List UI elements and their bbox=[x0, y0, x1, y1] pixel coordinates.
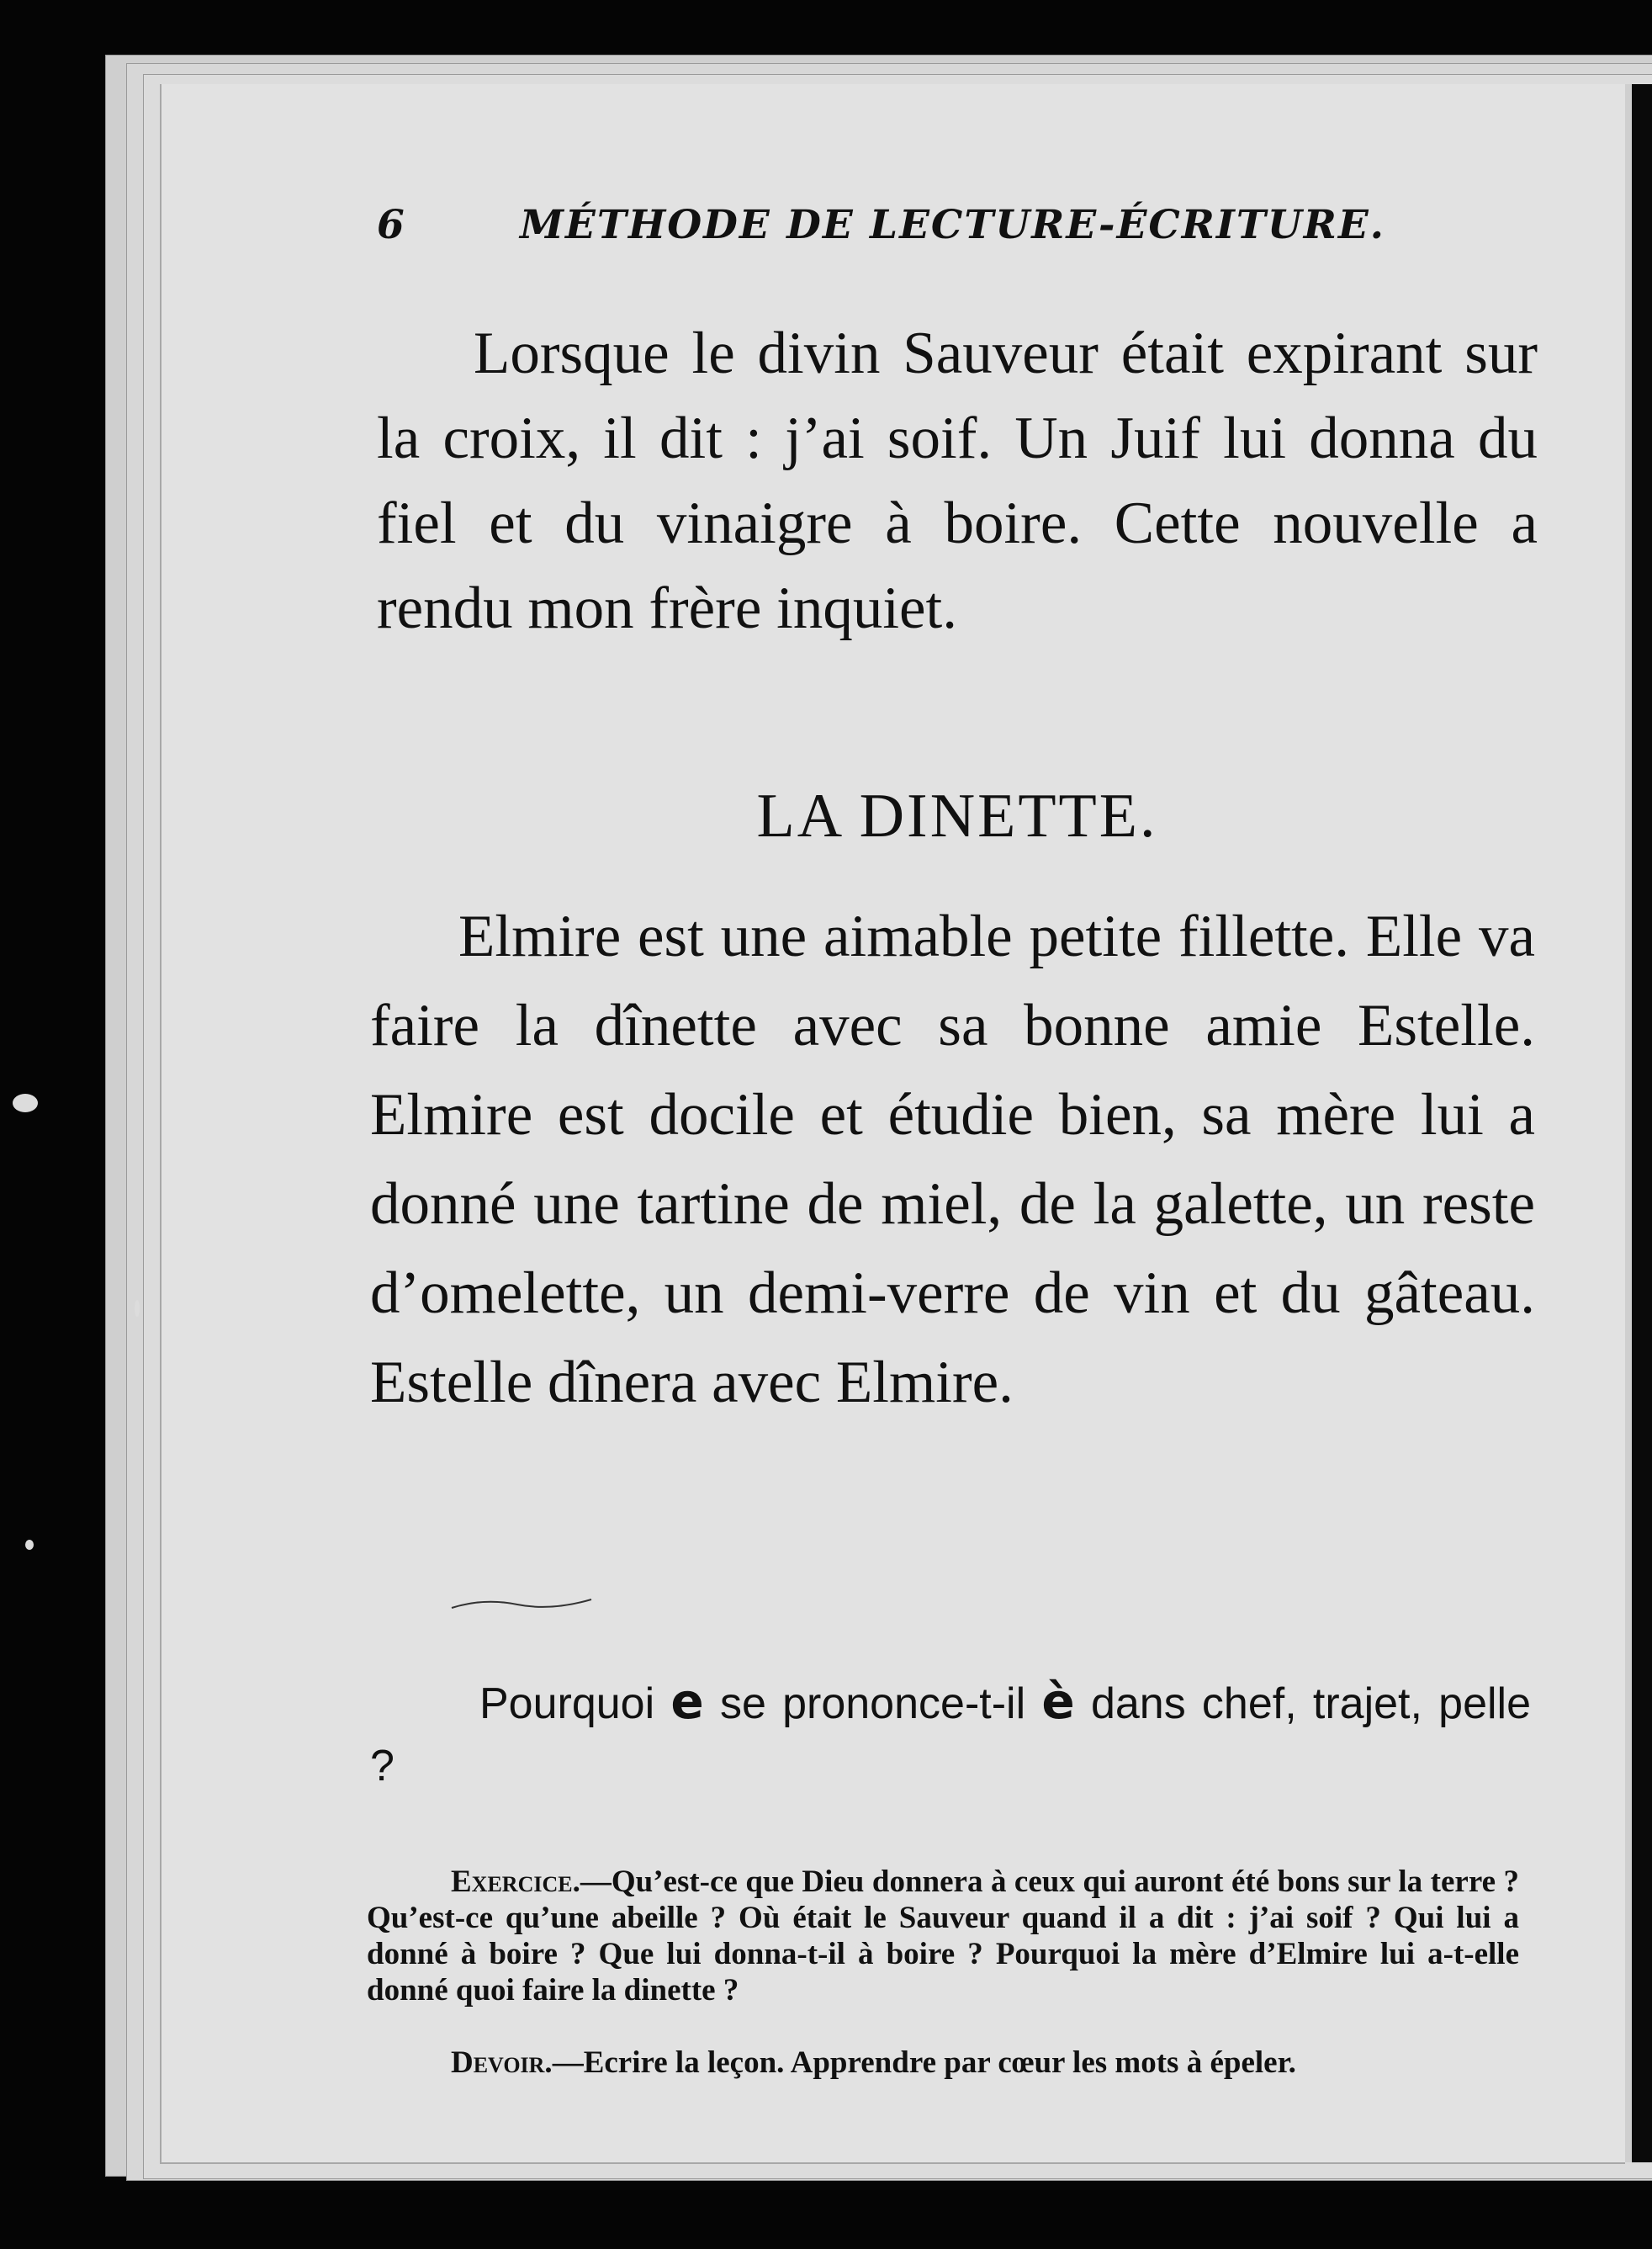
scan-border bbox=[1632, 84, 1652, 2162]
section-heading: LA DINETTE. bbox=[756, 782, 1158, 851]
devoir-text: —Ecrire la leçon. Apprendre par cœur les mots à épeler. bbox=[552, 2045, 1296, 2080]
question-suffix: dans chef, trajet, pelle ? bbox=[370, 1679, 1532, 1790]
letter-e: e bbox=[670, 1673, 704, 1730]
running-title: MÉTHODE DE LECTURE-ÉCRITURE. bbox=[520, 202, 1386, 248]
page-number: 6 bbox=[377, 202, 406, 248]
scan-speck bbox=[135, 1300, 140, 1317]
pronunciation-question bbox=[370, 1670, 1531, 1797]
scan-speck bbox=[25, 1540, 34, 1550]
letter-e-grave: è bbox=[1041, 1673, 1075, 1730]
question-middle: se prononce-t-il bbox=[719, 1679, 1026, 1728]
ink-squiggle bbox=[450, 1594, 593, 1611]
devoir-label: Devoir. bbox=[451, 2045, 553, 2080]
scan-speck bbox=[13, 1094, 38, 1112]
exercise-block bbox=[367, 1864, 1519, 2008]
exercise-text: —Qu’est-ce que Dieu donnera à ceux qui auront été bons sur la terre ? Qu’est-ce qu’une abeille ? Où était le Sauveur quand il a dit : j’ai soif ? Qui lui a donné à boire ? Que lui donna-t-il à boire ? Pourquoi la mère d’Elmire lui a-t-elle donné quoi faire la dinette ? bbox=[367, 1864, 1519, 2008]
question-prefix: Pourquoi bbox=[479, 1679, 655, 1728]
exercise-label: Exercice. bbox=[451, 1864, 580, 1899]
devoir-block bbox=[451, 2045, 1536, 2081]
paragraph-dinette: Elmire est une aimable petite fillette. Elle va faire la dînette avec sa bonne amie Estelle. Elmire est docile et étudie bien, sa mère lui a donné une tartine de miel, de la galette, un reste d’omelette, un demi-verre de vin et du gâteau. Estelle dînera avec Elmire. bbox=[370, 904, 1535, 1415]
running-head bbox=[377, 202, 1411, 248]
paragraph-sauveur: Lorsque le divin Sauveur était expirant sur la croix, il dit : j’ai soif. Un Juif lui donna du fiel et du vinaigre à boire. Cette nouvelle a rendu mon frère inquiet. bbox=[377, 321, 1538, 641]
